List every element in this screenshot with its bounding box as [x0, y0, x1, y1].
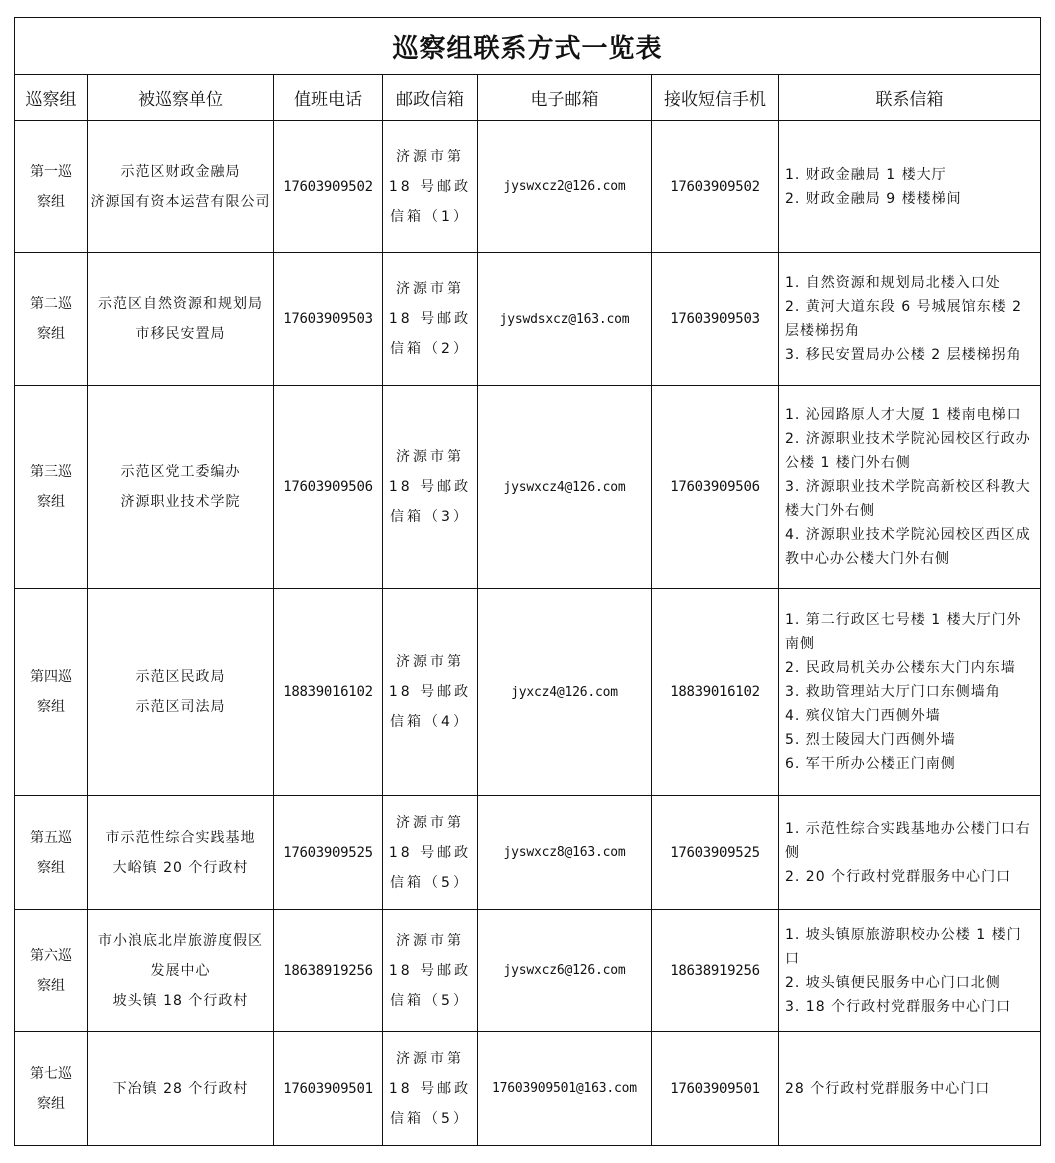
- postbox-line: 信箱（4）: [390, 714, 470, 730]
- duty-phone-cell: 17603909503: [274, 253, 383, 386]
- postbox-line: 信箱（5）: [390, 1110, 470, 1127]
- postbox-line: 济源市第: [396, 654, 464, 670]
- mailbox-cell: [779, 386, 1041, 589]
- mailbox-cell: [779, 253, 1041, 386]
- group-name-line: 察组: [37, 977, 65, 994]
- mailbox-item: 3. 移民安置局办公楼 2 层楼梯拐角: [785, 347, 1022, 363]
- header-sms-phone: 接收短信手机: [652, 75, 779, 121]
- mailbox-item: 3. 济源职业技术学院高新校区科教大楼大门外右侧: [785, 479, 1031, 519]
- header-postbox: 邮政信箱: [383, 75, 478, 121]
- mailbox-item: 1. 财政金融局 1 楼大厅: [785, 166, 947, 183]
- postbox-line: 济源市第: [396, 449, 464, 465]
- postbox-line: 18 号邮政: [388, 844, 472, 861]
- unit-name: 市示范性综合实践基地: [105, 829, 256, 846]
- postbox-cell: [383, 1032, 478, 1146]
- mailbox-cell: [779, 589, 1041, 796]
- table-body: [15, 121, 1041, 1146]
- mailbox-item: 4. 殡仪馆大门西侧外墙: [785, 708, 941, 724]
- duty-phone-cell: 17603909506: [274, 386, 383, 589]
- group-name-line: 第六巡: [30, 947, 72, 964]
- unit-cell: [88, 589, 274, 796]
- postbox-line: 济源市第: [396, 148, 464, 165]
- postbox-cell: [383, 253, 478, 386]
- group-name-line: 第三巡: [30, 464, 72, 480]
- email-cell: jyswxcz4@126.com: [478, 386, 652, 589]
- table-title: 巡察组联系方式一览表: [15, 18, 1041, 75]
- group-cell: [15, 589, 88, 796]
- postbox-line: 济源市第: [396, 281, 464, 297]
- email-cell: jyswxcz6@126.com: [478, 910, 652, 1032]
- postbox-line: 18 号邮政: [388, 684, 472, 700]
- unit-name: 示范区民政局: [135, 669, 226, 685]
- postbox-line: 18 号邮政: [388, 1080, 472, 1097]
- mailbox-item: 3. 18 个行政村党群服务中心门口: [785, 998, 1012, 1015]
- postbox-line: 18 号邮政: [388, 962, 472, 979]
- duty-phone-cell: 18638919256: [274, 910, 383, 1032]
- sms-phone-cell: 17603909506: [652, 386, 779, 589]
- table-row: [15, 386, 1041, 589]
- mailbox-item: 1. 自然资源和规划局北楼入口处: [785, 275, 1001, 291]
- table-row: [15, 589, 1041, 796]
- sms-phone-cell: 18839016102: [652, 589, 779, 796]
- group-name-line: 第五巡: [30, 829, 72, 846]
- table-row: [15, 253, 1041, 386]
- mailbox-item: 28 个行政村党群服务中心门口: [785, 1080, 991, 1097]
- email-cell: 17603909501@163.com: [478, 1032, 652, 1146]
- mailbox-item: 6. 军干所办公楼正门南侧: [785, 756, 956, 772]
- email-cell: jyswdsxcz@163.com: [478, 253, 652, 386]
- mailbox-item: 2. 黄河大道东段 6 号城展馆东楼 2 层楼梯拐角: [785, 299, 1022, 339]
- postbox-line: 信箱（3）: [390, 509, 470, 525]
- postbox-cell: [383, 386, 478, 589]
- mailbox-item: 2. 20 个行政村党群服务中心门口: [785, 868, 1012, 885]
- mailbox-item: 2. 民政局机关办公楼东大门内东墙: [785, 660, 1016, 676]
- postbox-line: 信箱（1）: [390, 208, 470, 225]
- mailbox-cell: [779, 1032, 1041, 1146]
- group-name-line: 察组: [37, 859, 65, 876]
- group-cell: [15, 1032, 88, 1146]
- postbox-line: 18 号邮政: [388, 178, 472, 195]
- unit-name: 大峪镇 20 个行政村: [112, 859, 249, 876]
- sms-phone-cell: 17603909502: [652, 121, 779, 253]
- header-mailbox: 联系信箱: [779, 75, 1041, 121]
- postbox-line: 信箱（2）: [390, 341, 470, 357]
- email-cell: jyswxcz2@126.com: [478, 121, 652, 253]
- mailbox-item: 5. 烈士陵园大门西侧外墙: [785, 732, 956, 748]
- unit-name: 示范区司法局: [135, 699, 226, 715]
- postbox-line: 济源市第: [396, 814, 464, 831]
- mailbox-item: 1. 沁园路原人才大厦 1 楼南电梯口: [785, 407, 1022, 423]
- group-name-line: 第四巡: [30, 669, 72, 685]
- table-row: [15, 121, 1041, 253]
- unit-cell: [88, 1032, 274, 1146]
- header-duty-phone: 值班电话: [274, 75, 383, 121]
- unit-name: 示范区自然资源和规划局: [98, 296, 263, 312]
- duty-phone-cell: 18839016102: [274, 589, 383, 796]
- email-cell: jyxcz4@126.com: [478, 589, 652, 796]
- duty-phone-cell: 17603909501: [274, 1032, 383, 1146]
- group-name-line: 第七巡: [30, 1065, 72, 1082]
- unit-name: 示范区财政金融局: [120, 163, 241, 180]
- sms-phone-cell: 17603909503: [652, 253, 779, 386]
- sms-phone-cell: 18638919256: [652, 910, 779, 1032]
- unit-name: 济源国有资本运营有限公司: [90, 193, 271, 210]
- unit-name: 发展中心: [150, 962, 211, 979]
- postbox-cell: [383, 121, 478, 253]
- table-row: [15, 796, 1041, 910]
- group-name-line: 察组: [37, 494, 65, 510]
- unit-name: 市小浪底北岸旅游度假区: [98, 932, 263, 949]
- unit-name: 市移民安置局: [135, 326, 226, 342]
- header-email: 电子邮箱: [478, 75, 652, 121]
- group-cell: [15, 386, 88, 589]
- duty-phone-cell: 17603909525: [274, 796, 383, 910]
- unit-name: 下冶镇 28 个行政村: [112, 1080, 249, 1097]
- unit-name: 济源职业技术学院: [120, 494, 241, 510]
- unit-cell: [88, 121, 274, 253]
- unit-name: 坡头镇 18 个行政村: [112, 992, 249, 1009]
- postbox-line: 济源市第: [396, 1050, 464, 1067]
- group-name-line: 察组: [37, 699, 65, 715]
- group-name-line: 察组: [37, 326, 65, 342]
- mailbox-cell: [779, 121, 1041, 253]
- header-row: [15, 75, 1041, 121]
- group-cell: [15, 796, 88, 910]
- group-name-line: 察组: [37, 1095, 65, 1112]
- unit-cell: [88, 910, 274, 1032]
- mailbox-item: 4. 济源职业技术学院沁园校区西区成教中心办公楼大门外右侧: [785, 527, 1031, 567]
- postbox-cell: [383, 910, 478, 1032]
- table-row: [15, 1032, 1041, 1146]
- mailbox-item: 1. 第二行政区七号楼 1 楼大厅门外南侧: [785, 612, 1022, 652]
- sms-phone-cell: 17603909501: [652, 1032, 779, 1146]
- postbox-line: 18 号邮政: [388, 479, 472, 495]
- group-cell: [15, 910, 88, 1032]
- table-row: [15, 910, 1041, 1032]
- mailbox-item: 1. 坡头镇原旅游职校办公楼 1 楼门口: [785, 926, 1022, 967]
- contact-table: [14, 17, 1041, 1146]
- unit-cell: [88, 386, 274, 589]
- postbox-cell: [383, 796, 478, 910]
- email-cell: jyswxcz8@163.com: [478, 796, 652, 910]
- mailbox-item: 1. 示范性综合实践基地办公楼门口右侧: [785, 820, 1031, 861]
- postbox-line: 信箱（5）: [390, 874, 470, 891]
- mailbox-item: 2. 济源职业技术学院沁园校区行政办公楼 1 楼门外右侧: [785, 431, 1031, 471]
- mailbox-item: 2. 财政金融局 9 楼楼梯间: [785, 190, 962, 207]
- header-unit: 被巡察单位: [88, 75, 274, 121]
- postbox-cell: [383, 589, 478, 796]
- header-group: 巡察组: [15, 75, 88, 121]
- group-name-line: 第二巡: [30, 296, 72, 312]
- sms-phone-cell: 17603909525: [652, 796, 779, 910]
- duty-phone-cell: 17603909502: [274, 121, 383, 253]
- group-name-line: 第一巡: [30, 163, 72, 180]
- group-cell: [15, 121, 88, 253]
- postbox-line: 信箱（5）: [390, 992, 470, 1009]
- unit-name: 示范区党工委编办: [120, 464, 241, 480]
- postbox-line: 济源市第: [396, 932, 464, 949]
- group-name-line: 察组: [37, 193, 65, 210]
- postbox-line: 18 号邮政: [388, 311, 472, 327]
- mailbox-item: 3. 救助管理站大厅门口东侧墙角: [785, 684, 1001, 700]
- group-cell: [15, 253, 88, 386]
- mailbox-item: 2. 坡头镇便民服务中心门口北侧: [785, 974, 1001, 991]
- unit-cell: [88, 796, 274, 910]
- mailbox-cell: [779, 910, 1041, 1032]
- mailbox-cell: [779, 796, 1041, 910]
- unit-cell: [88, 253, 274, 386]
